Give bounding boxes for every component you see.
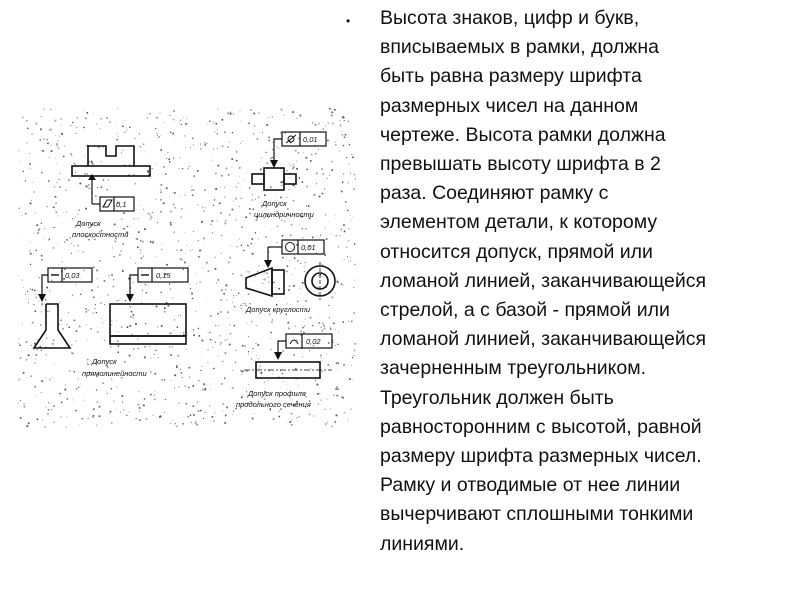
straightness-caption-line1: Допуск	[92, 357, 117, 366]
cylindricity-tolerance: 0,01	[303, 135, 318, 144]
roundness-tolerance: 0,01	[301, 243, 316, 252]
flatness-tolerance: 0,1	[116, 200, 127, 209]
profile-caption-line2: продольного сечения	[236, 400, 311, 409]
straightness-right-part	[110, 268, 188, 344]
straightness-left-tolerance: 0,03	[65, 271, 80, 280]
bullet-marker: •	[346, 14, 351, 28]
roundness-caption: Допуск круглости	[246, 305, 311, 314]
tolerance-drawing-svg	[18, 108, 358, 430]
flatness-part	[72, 146, 150, 211]
cylindricity-caption-line2: цилиндричности	[254, 210, 314, 219]
flatness-caption-line2: плоскостности	[72, 230, 129, 239]
straightness-left-part	[34, 268, 92, 348]
cylindricity-caption-line1: Допуск	[262, 199, 287, 208]
straightness-right-tolerance: 0,15	[156, 271, 171, 280]
bullet-text-block	[346, 4, 790, 559]
straightness-caption-line2: прямолинейности	[82, 369, 147, 378]
profile-caption-line1: Допуск профиля	[248, 389, 306, 398]
bullet-paragraph: Высота знаков, цифр и букв, вписываемых в рамки, должна быть равна размеру шрифта размерных чисел на данном чертеже. Высота рамки должна превышать высоту шрифта в 2 раза. Соединяют рамку с элементом детали, к которому относится допуск, прямой или ломаной линией, заканчивающейся стрелой, а с базой - прямой или ломаной линией, заканчивающейся зачерненным треугольником. Треугольник должен быть равносторонним с высотой, равной размеру шрифта размерных чисел. Рамку и отводимые от нее линии вычерчивают сплошными тонкими линиями.	[380, 7, 707, 555]
profile-tolerance: 0,02	[306, 337, 321, 346]
roundness-part	[246, 240, 335, 300]
tolerance-drawing	[18, 108, 358, 430]
flatness-caption-line1: Допуск	[76, 219, 101, 228]
